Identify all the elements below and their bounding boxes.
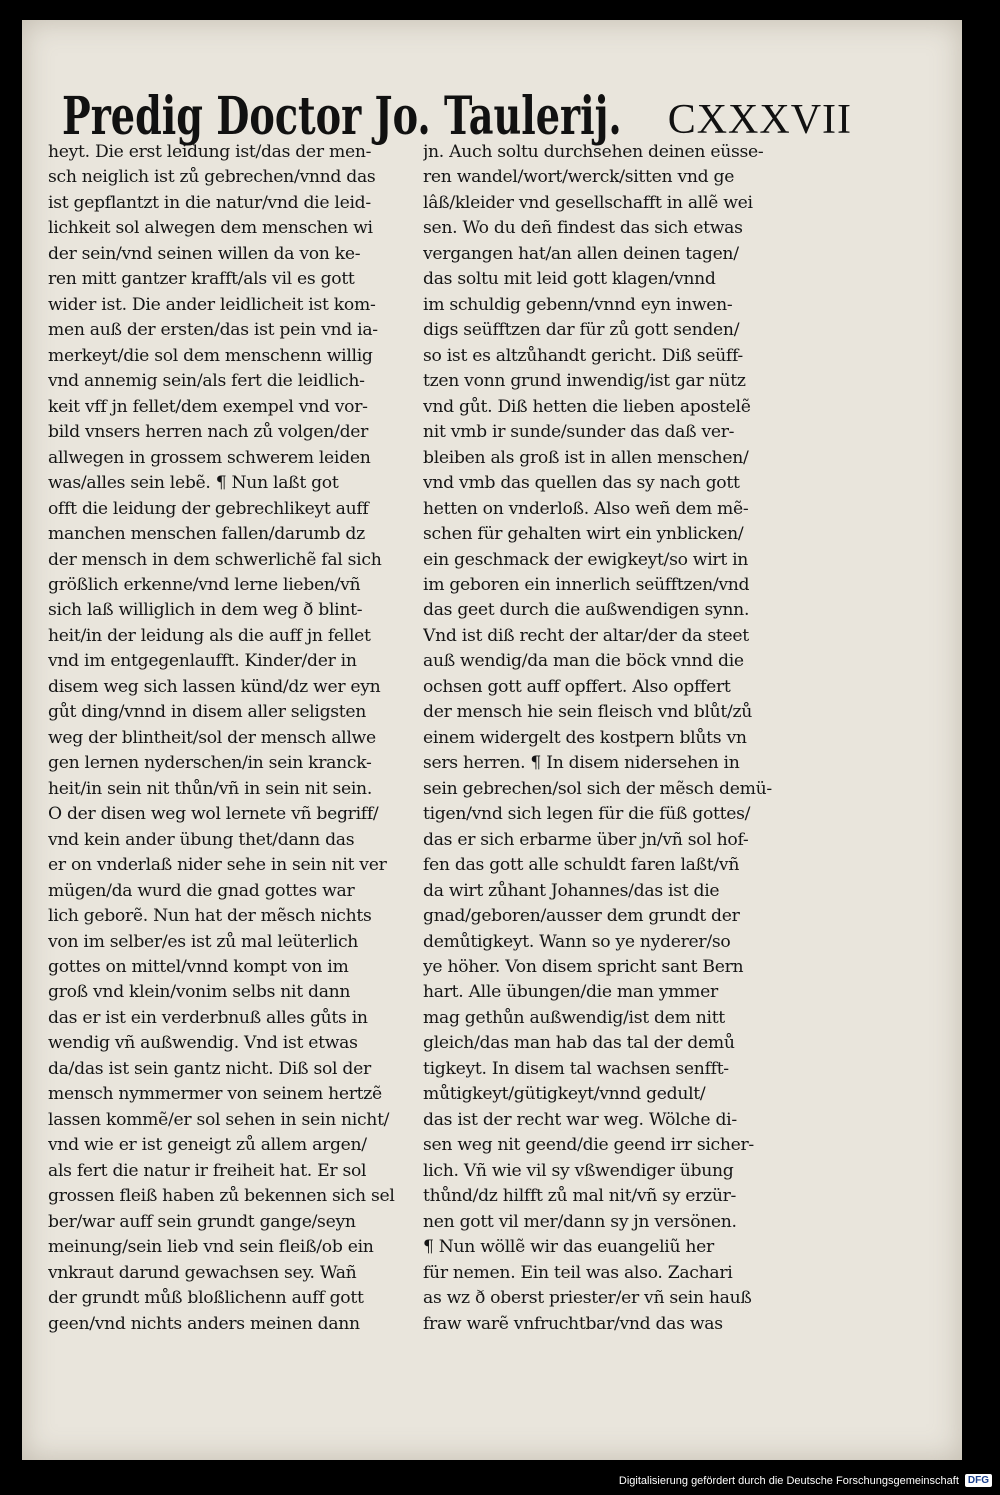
text-line: hart. Alle übungen/die man ymmer <box>423 982 718 1003</box>
text-line: disem weg sich lassen künd/dz wer eyn <box>48 676 381 697</box>
text-line: nen gott vil mer/dann sy jn versönen. <box>423 1211 737 1232</box>
text-line: ren wandel/wort/werck/sitten vnd ge <box>423 167 735 188</box>
text-line: lichkeit sol alwegen dem menschen wi <box>48 218 373 239</box>
text-line: mügen/da wurd die gnad gottes war <box>48 880 355 901</box>
text-line: ye höher. Von disem spricht sant Bern <box>423 957 744 977</box>
text-line: wider ist. Die ander leidlicheit ist kom- <box>48 294 376 315</box>
text-line: da/das ist sein gantz nicht. Diß sol der <box>48 1058 371 1079</box>
text-line: gůt ding/vnnd in disem aller seligsten <box>48 702 367 723</box>
text-line: das ist der recht war weg. Wölche di- <box>423 1109 737 1130</box>
dfg-logo: DFG <box>965 1474 992 1487</box>
text-line: das er ist ein verderbnuß alles gůts in <box>48 1007 368 1028</box>
text-line: gleich/das man hab das tal der demů <box>423 1033 735 1054</box>
text-line: ber/war auff sein grundt gange/seyn <box>48 1211 356 1232</box>
text-line: vnd vmb das quellen das sy nach gott <box>423 473 740 494</box>
text-line: das soltu mit leid gott klagen/vnnd <box>423 269 716 290</box>
text-line: heyt. Die erst leidung ist/das der men- <box>48 142 372 162</box>
text-line: bleiben als groß ist in allen menschen/ <box>423 447 749 468</box>
text-line: as wz ð oberst priester/er vñ sein hauß <box>423 1288 752 1309</box>
text-line: vnd im entgegenlaufft. Kinder/der in <box>48 651 357 672</box>
text-line: ren mitt gantzer krafft/als vil es gott <box>48 269 355 290</box>
text-line: der mensch hie sein fleisch vnd blůt/zů <box>423 702 753 723</box>
text-line: ochsen gott auff opffert. Also opffert <box>423 676 731 697</box>
text-line: weg der blintheit/sol der mensch allwe <box>48 727 376 748</box>
text-line: von im selber/es ist zů mal leüterlich <box>48 931 359 952</box>
text-line: gnad/geboren/ausser dem grundt der <box>423 906 740 927</box>
text-line: heit/in der leidung als die auff jn fellet <box>48 625 371 646</box>
text-line: merkeyt/die sol dem menschenn willig <box>48 345 373 366</box>
text-line: der mensch in dem schwerlichẽ fal sich <box>48 549 382 570</box>
text-line: gottes on mittel/vnnd kompt von im <box>48 957 349 977</box>
text-line: tzen vonn grund inwendig/ist gar nütz <box>423 371 746 392</box>
text-line: lâß/kleider vnd gesellschafft in allẽ wei <box>423 192 753 213</box>
text-line: groß vnd klein/vonim selbs nit dann <box>48 982 351 1003</box>
text-line: manchen menschen fallen/darumb dz <box>48 524 365 545</box>
text-line: das geet durch die außwendigen synn. <box>423 600 750 621</box>
text-line: da wirt zůhant Johannes/das ist die <box>423 880 720 901</box>
text-line: was/alles sein lebẽ. ¶ Nun laßt got <box>48 473 339 494</box>
text-line: für nemen. Ein teil was also. Zachari <box>423 1262 733 1283</box>
text-line: als fert die natur ir freiheit hat. Er sol <box>48 1160 367 1181</box>
text-line: im schuldig gebenn/vnnd eyn inwen- <box>423 294 733 315</box>
text-line: sen weg nit geend/die geend irr sicher- <box>423 1135 754 1156</box>
text-line: vnd gůt. Diß hetten die lieben apostelẽ <box>423 396 751 417</box>
text-line: jn. Auch soltu durchsehen deinen eüsse- <box>423 142 764 162</box>
text-line: lassen kommẽ/er sol sehen in sein nicht/ <box>48 1109 390 1130</box>
text-line: heit/in sein nit thůn/vñ in sein nit sein. <box>48 778 372 799</box>
text-line: vnd annemig sein/als fert die leidlich- <box>48 371 365 392</box>
text-line: der grundt můß bloßlichenn auff gott <box>48 1288 364 1309</box>
text-line: wendig vñ außwendig. Vnd ist etwas <box>48 1033 358 1054</box>
text-line: fraw warẽ vnfruchtbar/vnd das was <box>423 1313 723 1334</box>
digitization-credit <box>619 1474 992 1487</box>
text-line: mensch nymmermer von seinem hertzẽ <box>48 1084 382 1105</box>
text-line: sein gebrechen/sol sich der mẽsch demü- <box>423 778 772 799</box>
text-line: so ist es altzůhandt gericht. Diß seüff- <box>423 345 743 366</box>
text-line: geen/vnd nichts anders meinen dann <box>48 1313 360 1334</box>
text-line: auß wendig/da man die böck vnnd die <box>423 651 744 672</box>
text-column-left <box>48 140 410 1337</box>
text-line: einem widergelt des kostpern blůts vn <box>423 727 747 748</box>
text-line: lich geborẽ. Nun hat der mẽsch nichts <box>48 906 372 927</box>
text-line: digs seüfftzen dar für zů gott senden/ <box>423 320 740 341</box>
text-line: ¶ Nun wöllẽ wir das euangeliũ her <box>423 1237 714 1258</box>
text-line: thůnd/dz hilfft zů mal nit/vñ sy erzür- <box>423 1186 737 1207</box>
text-line: sich laß williglich in dem weg ð blint- <box>48 600 363 621</box>
text-line: vnkraut darund gewachsen sey. Wañ <box>48 1262 357 1283</box>
folio-number: CXXXVII <box>667 97 852 143</box>
text-line: Vnd ist diß recht der altar/der da steet <box>423 625 749 646</box>
text-line: men auß der ersten/das ist pein vnd ia- <box>48 320 378 341</box>
text-line: er on vnderlaß nider sehe in sein nit ver <box>48 855 387 876</box>
text-line: keit vff jn fellet/dem exempel vnd vor- <box>48 396 368 417</box>
text-line: demůtigkeyt. Wann so ye nyderer/so <box>423 931 731 952</box>
running-title: Predig Doctor Jo. Taulerij. <box>62 86 622 147</box>
text-line: grossen fleiß haben zů bekennen sich sel <box>48 1186 395 1207</box>
text-line: sen. Wo du deñ findest das sich etwas <box>423 218 743 239</box>
text-line: sch neiglich ist zů gebrechen/vnnd das <box>48 167 376 188</box>
text-line: bild vnsers herren nach zů volgen/der <box>48 422 369 443</box>
text-line: fen das gott alle schuldt faren laßt/vñ <box>423 855 740 876</box>
text-line: das er sich erbarme über jn/vñ sol hof- <box>423 829 749 850</box>
text-line: meinung/sein lieb vnd sein fleiß/ob ein <box>48 1237 374 1258</box>
text-line: vnd wie er ist geneigt zů allem argen/ <box>48 1135 367 1156</box>
text-line: nit vmb ir sunde/sunder das daß ver- <box>423 422 735 443</box>
credit-text: Digitalisierung gefördert durch die Deutsche Forschungsgemeinschaft <box>618 1474 959 1487</box>
text-line: der sein/vnd seinen willen da von ke- <box>48 243 361 264</box>
text-line: schen für gehalten wirt ein ynblicken/ <box>423 524 744 545</box>
text-line: ist gepflantzt in die natur/vnd die leid- <box>48 192 371 213</box>
text-line: sers herren. ¶ In disem nidersehen in <box>423 753 740 774</box>
text-line: O der disen weg wol lernete vñ begriff/ <box>48 804 379 825</box>
text-line: vergangen hat/an allen deinen tagen/ <box>423 243 739 264</box>
text-line: vnd kein ander übung thet/dann das <box>48 829 355 850</box>
text-line: gen lernen nyderschen/in sein kranck- <box>48 753 372 774</box>
text-line: tigkeyt. In disem tal wachsen senfft- <box>423 1058 729 1079</box>
text-line: ein geschmack der ewigkeyt/so wirt in <box>423 549 749 570</box>
text-line: hetten on vnderloß. Also weñ dem mẽ- <box>423 498 749 519</box>
text-line: mag gethůn außwendig/ist dem nitt <box>423 1007 725 1028</box>
text-line: im geboren ein innerlich seüfftzen/vnd <box>423 574 750 595</box>
text-line: tigen/vnd sich legen für die füß gottes/ <box>423 804 751 825</box>
text-line: allwegen in grossem schwerem leiden <box>48 447 371 468</box>
text-line: můtigkeyt/gütigkeyt/vnnd gedult/ <box>423 1084 706 1105</box>
text-line: offt die leidung der gebrechlikeyt auff <box>48 498 369 519</box>
text-line: größlich erkenne/vnd lerne lieben/vñ <box>48 574 361 595</box>
text-line: lich. Vñ wie vil sy vßwendiger übung <box>423 1160 734 1181</box>
text-column-right <box>423 140 785 1337</box>
